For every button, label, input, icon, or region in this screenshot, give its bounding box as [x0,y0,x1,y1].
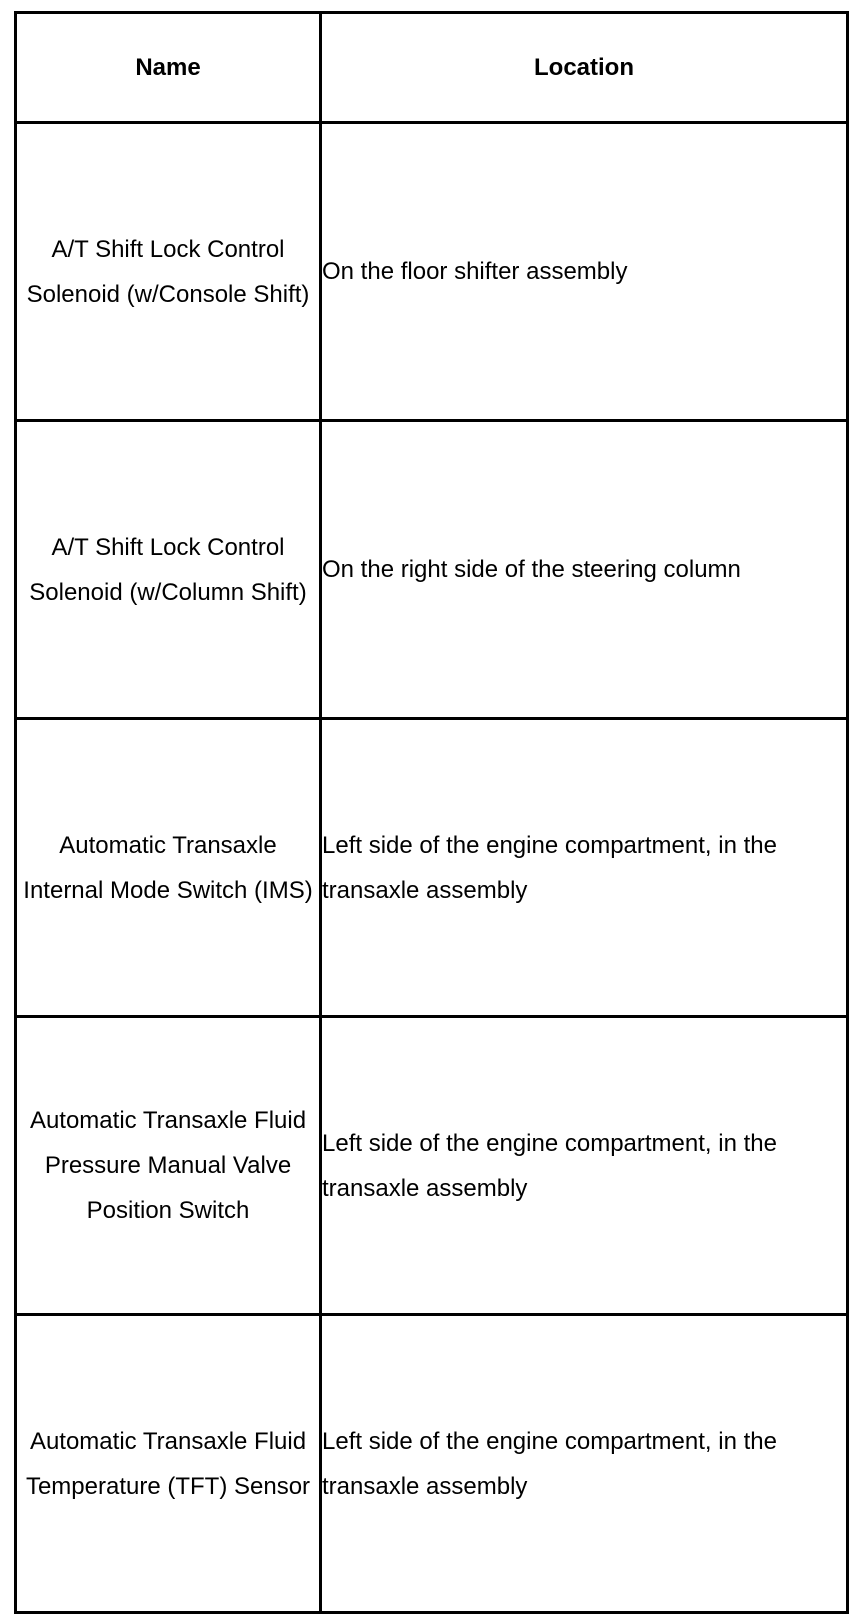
component-location-cell: On the right side of the steering column [321,421,848,719]
name-column-header: Name [16,13,321,123]
table-row [16,421,848,719]
table-row [16,1315,848,1613]
component-location-cell: Left side of the engine compartment, in the transaxle assembly [321,719,848,1017]
header-row [16,13,848,123]
component-location-cell: On the floor shifter assembly [321,123,848,421]
component-name-cell: A/T Shift Lock Control Solenoid (w/Console Shift) [16,123,321,421]
component-location-table [14,11,849,1614]
component-name-cell: Automatic Transaxle Fluid Temperature (TFT) Sensor [16,1315,321,1613]
component-location-cell: Left side of the engine compartment, in the transaxle assembly [321,1017,848,1315]
table-row [16,1017,848,1315]
component-name-cell: Automatic Transaxle Internal Mode Switch (IMS) [16,719,321,1017]
component-location-cell: Left side of the engine compartment, in the transaxle assembly [321,1315,848,1613]
location-column-header: Location [321,13,848,123]
component-name-cell: A/T Shift Lock Control Solenoid (w/Column Shift) [16,421,321,719]
table-row [16,719,848,1017]
table-row [16,123,848,421]
component-name-cell: Automatic Transaxle Fluid Pressure Manual Valve Position Switch [16,1017,321,1315]
